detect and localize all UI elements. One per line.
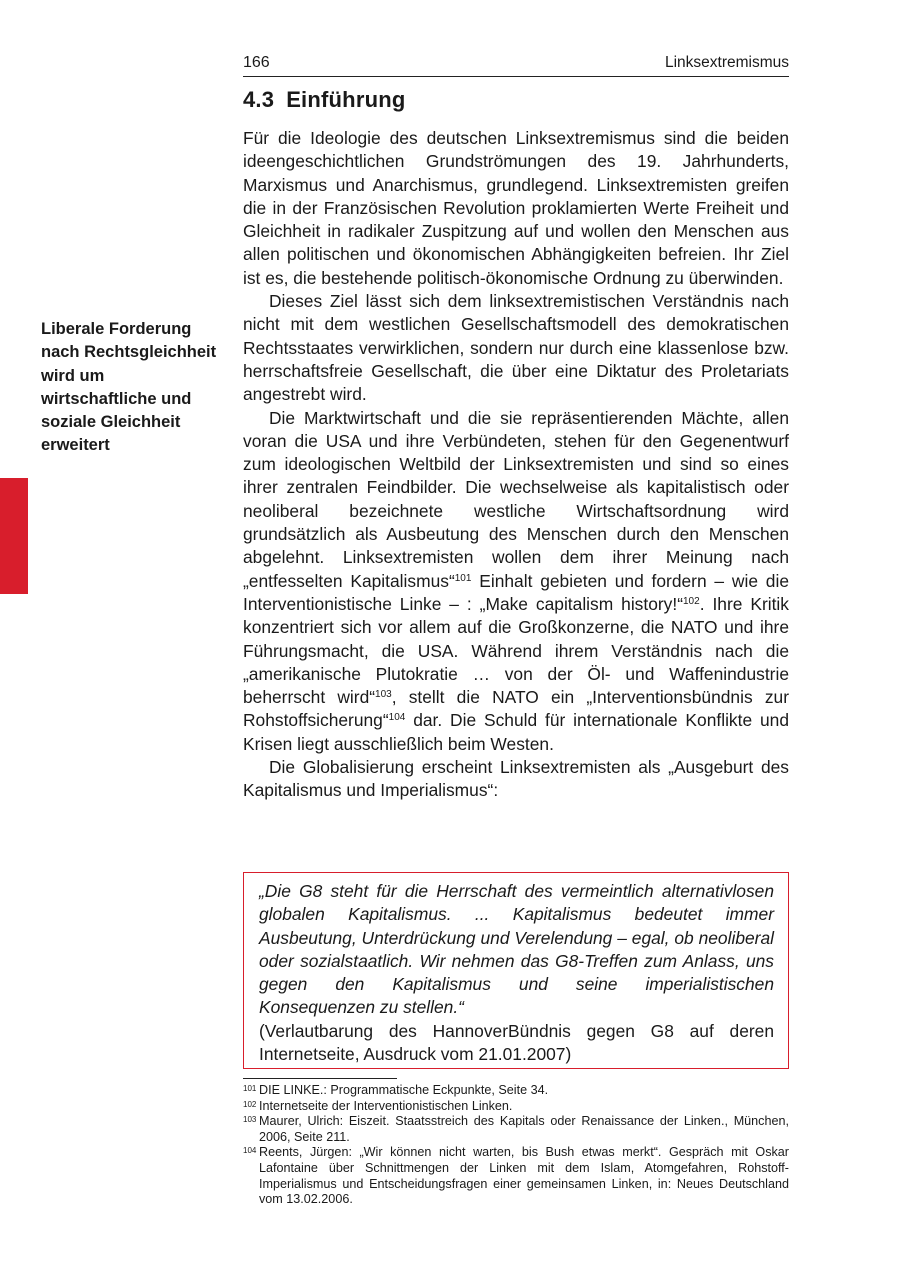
running-title: Linksextremismus [664, 54, 789, 71]
quote-box [243, 872, 789, 1069]
quote-text: „Die G8 steht für die Herrschaft des vermeintlich alternativlosen globalen Kapitalismus. ... Kapitalismus bedeutet immer Ausbeutung, Unterdrückung und Verelendung – egal, ob neoliberal oder sozialstaatlich. Wir nehmen das G8-Treffen zum Anlass, uns gegen den Kapitalismus und seine imperialistischen Konsequenzen zu stellen.“ [259, 881, 774, 1018]
footnote-ref-104[interactable]: 104 [388, 712, 406, 724]
footnote-number: 104 [243, 1146, 257, 1156]
paragraph-1: Für die Ideologie des deutschen Linksextremismus sind die beiden ideengeschichtlichen Grundströmungen des 19. Jahrhunderts, Marxismus und Anarchismus, grundlegend. Linksextremisten greifen die in der Französischen Revolution proklamierten Werte Freiheit und Gleichheit in radikaler Zuspitzung auf und wollen den Menschen aus allen politischen und ökonomischen Abhängigkeiten befreien. Ihr Ziel ist es, die bestehende politisch-ökonomische Ordnung zu überwinden. [243, 128, 789, 288]
footnote-101 [243, 1083, 789, 1099]
paragraph-3-part-a: Die Marktwirtschaft und die sie repräsentierenden Mächte, allen voran die USA und ihre Verbündeten, stehen für den Gegenentwurf zum ideologischen Weltbild der Linksextremisten und sind so eines ihrer zentralen Feindbilder. Die wechselweise als kapitalistisch oder neoliberal bezeichnete westliche Wirtschaftsordnung wird grundsätzlich als Ausbeutung des Menschen durch den Menschen abgelehnt. Linksextremisten wollen dem ihrer Meinung nach „entfesselten Kapitalismus“ [243, 407, 789, 591]
running-header [243, 52, 789, 77]
footnote-text: Reents, Jürgen: „Wir können nicht warten, bis Bush etwas merkt“. Gespräch mit Oskar Lafontaine über Schnittmengen der Linken mit dem Islam, Atomgefahren, Rohstoff-Imperialismus und Entscheidungsfragen einer gemeinsamen Linken, in: Neues Deutschland vom 13.02.2006. [259, 1145, 789, 1207]
footnote-number: 102 [243, 1099, 257, 1109]
footnote-number: 101 [243, 1084, 257, 1093]
section-heading [243, 87, 406, 113]
footnote-102 [243, 1099, 789, 1115]
footnote-ref-103[interactable]: 103 [375, 689, 392, 701]
footnote-separator [243, 1078, 397, 1079]
footnote-text: Maurer, Ulrich: Eiszeit. Staatsstreich des Kapitals oder Renaissance der Linken., München, 2006, Seite 211. [259, 1114, 789, 1144]
paragraph-4: Die Globalisierung erscheint Linksextremisten als „Ausgeburt des Kapitalismus und Imperialismus“: [243, 757, 789, 801]
footnote-text: DIE LINKE.: Programmatische Eckpunkte, Seite 34. [259, 1083, 549, 1097]
section-title: Einführung [286, 87, 406, 112]
paragraph-3-part-c: . Ihre Kritik konzentriert sich vor allem auf die Großkonzerne, die NATO und ihre Führungsmacht, die USA. Während ihrem Verständnis nach die „amerikanische Plutokratie … von der Öl- und Waffenindustrie beherrscht wird“ [243, 593, 789, 708]
paragraph-3 [243, 407, 789, 756]
margin-note: Liberale Forderung nach Rechtsgleichheit wird um wirtschaftliche und soziale Gleichheit erweitert [41, 320, 217, 455]
footnote-104 [243, 1145, 789, 1207]
page-number: 166 [243, 54, 270, 71]
chapter-marker-tab [0, 478, 28, 594]
body-text [243, 127, 789, 803]
footnote-103 [243, 1114, 789, 1145]
paragraph-3-part-e: dar. Die Schuld für internationale Konflikte und Krisen liegt ausschließlich beim Westen. [243, 710, 789, 754]
footnote-ref-102[interactable]: 102 [683, 595, 700, 607]
paragraph-3-part-d: , stellt die NATO ein „Interventionsbündnis zur Rohstoffsicherung“ [243, 687, 789, 731]
footnotes [243, 1083, 789, 1208]
footnote-ref-101[interactable]: 101 [454, 572, 472, 584]
quote-source: (Verlautbarung des HannoverBündnis gegen G8 auf deren Internetseite, Ausdruck vom 21.01.2007) [259, 1020, 774, 1065]
footnote-text: Internetseite der Interventionistischen Linken. [259, 1098, 513, 1113]
paragraph-3-part-b: Einhalt gebieten und fordern – wie die Interventionistische Linke – : „Make capitalism history!“ [243, 570, 789, 614]
paragraph-2: Dieses Ziel lässt sich dem linksextremistischen Verständnis nach nicht mit dem westlichen Gesellschaftsmodell des demokratischen Rechtsstaates verwirklichen, sondern nur durch eine klassenlose bzw. herrschaftsfreie Gesellschaft, die über eine Diktatur des Proletariats angestrebt wird. [243, 291, 789, 405]
footnote-number: 103 [243, 1115, 257, 1125]
section-number: 4.3 [243, 87, 275, 112]
